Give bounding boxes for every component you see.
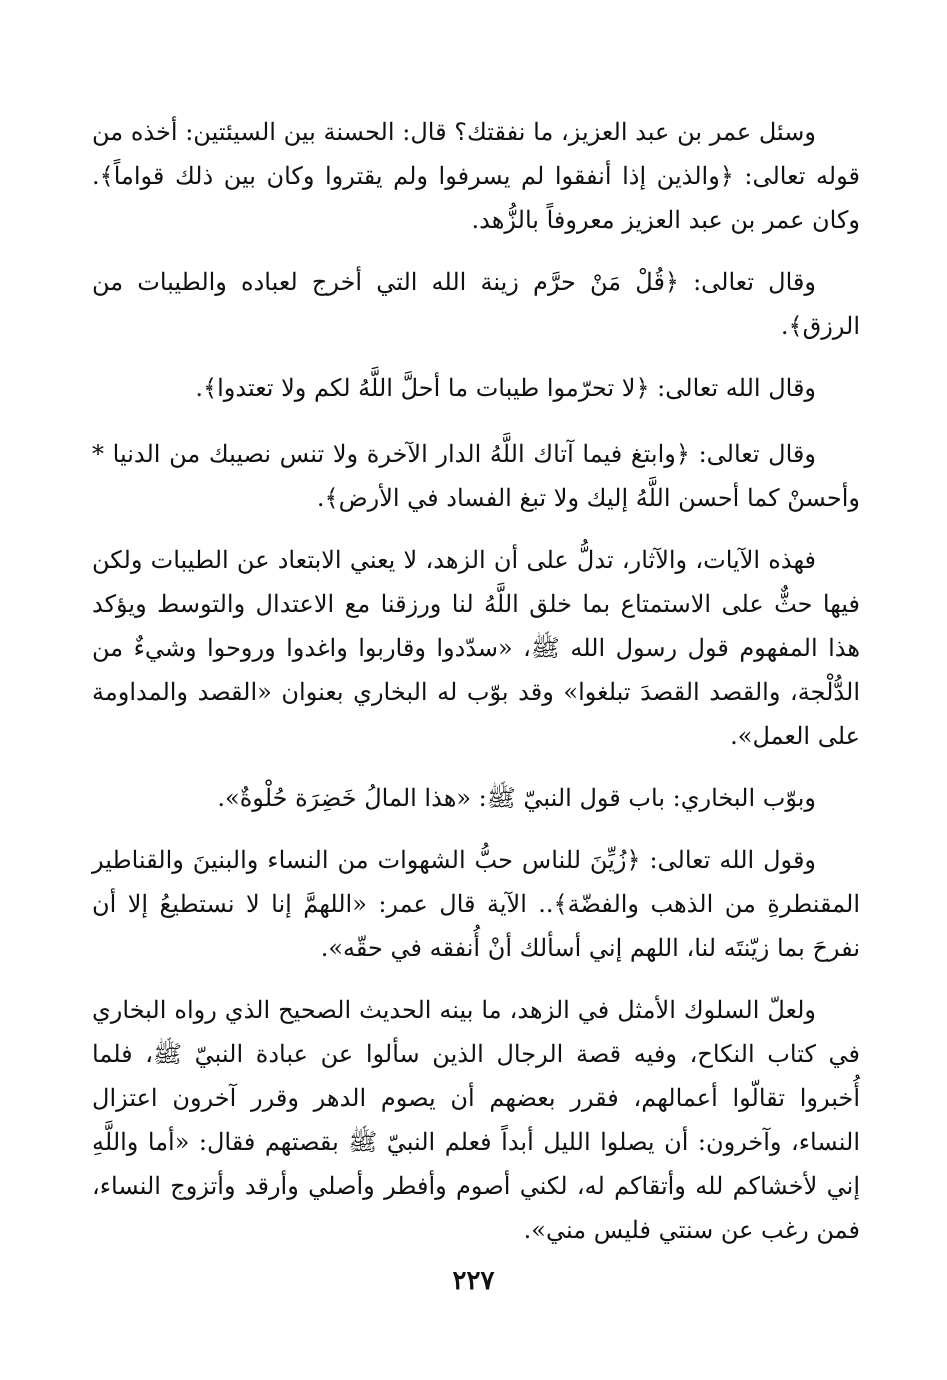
paragraph-7: وقول الله تعالى: ﴿زُيِّنَ للناس حبُّ الشهوات من النساء والبنينَ والقناطير المقنطرةِ من الذهب والفضّة﴾.. الآية قال عمر: «اللهمَّ إنا لا نستطيعُ إلا أن نفرحَ بما زيّنتَه لنا، اللهم إني أسألك أنْ أُنفقه في حقّه». [92, 846, 860, 962]
paragraph-5: فهذه الآيات، والآثار، تدلُّ على أن الزهد، لا يعني الابتعاد عن الطيبات ولكن فيها حثٌّ على الاستمتاع بما خلق اللَّهُ لنا ورزقنا مع الاعتدال والتوسط ويؤكد هذا المفهوم قول رسول الله ﷺ، «سدّدوا وقاربوا واغدوا وروحوا وشيءٌ من الدُّلْجة، والقصد القصدَ تبلغوا» وقد بوّب له البخاري بعنوان «القصد والمداومة على العمل». [92, 546, 860, 750]
paragraph-1: وسئل عمر بن عبد العزيز، ما نفقتك؟ قال: الحسنة بين السيئتين: أخذه من قوله تعالى: ﴿والذين إذا أنفقوا لم يسرفوا ولم يقتروا وكان بين ذلك قواماً﴾. وكان عمر بن عبد العزيز معروفاً بالزُّهد. [92, 118, 860, 234]
page-body [92, 110, 860, 1270]
paragraph-2: وقال تعالى: ﴿قُلْ مَنْ حرَّم زينة الله التي أخرج لعباده والطيبات من الرزق﴾. [92, 268, 860, 340]
paragraph-4: وقال تعالى: ﴿وابتغ فيما آتاك اللَّهُ الدار الآخرة ولا تنس نصيبك من الدنيا * وأحسنْ كما أحسن اللَّهُ إليك ولا تبغ الفساد في الأرض﴾. [92, 440, 860, 512]
paragraph-6: وبوّب البخاري: باب قول النبيّ ﷺ: «هذا المالُ خَضِرَة حُلْوةٌ». [217, 784, 816, 812]
paragraph-8: ولعلّ السلوك الأمثل في الزهد، ما بينه الحديث الصحيح الذي رواه البخاري في كتاب النكاح، وفيه قصة الرجال الذين سألوا عن عبادة النبيّ ﷺ، فلما أُخبروا تقالّوا أعمالهم، فقرر بعضهم أن يصوم الدهر وقرر آخرون اعتزال النساء، وآخرون: أن يصلوا الليل أبداً فعلم النبيّ ﷺ بقصتهم فقال: «أما واللَّهِ إني لأخشاكم لله وأتقاكم له، لكني أصوم وأفطر وأصلي وأرقد وأتزوج النساء، فمن رغب عن سنتي فليس مني». [92, 996, 860, 1244]
paragraph-3: وقال الله تعالى: ﴿لا تحرّموا طيبات ما أحلَّ اللَّهُ لكم ولا تعتدوا﴾. [195, 374, 816, 402]
page-number: ٢٢٧ [452, 1266, 495, 1296]
